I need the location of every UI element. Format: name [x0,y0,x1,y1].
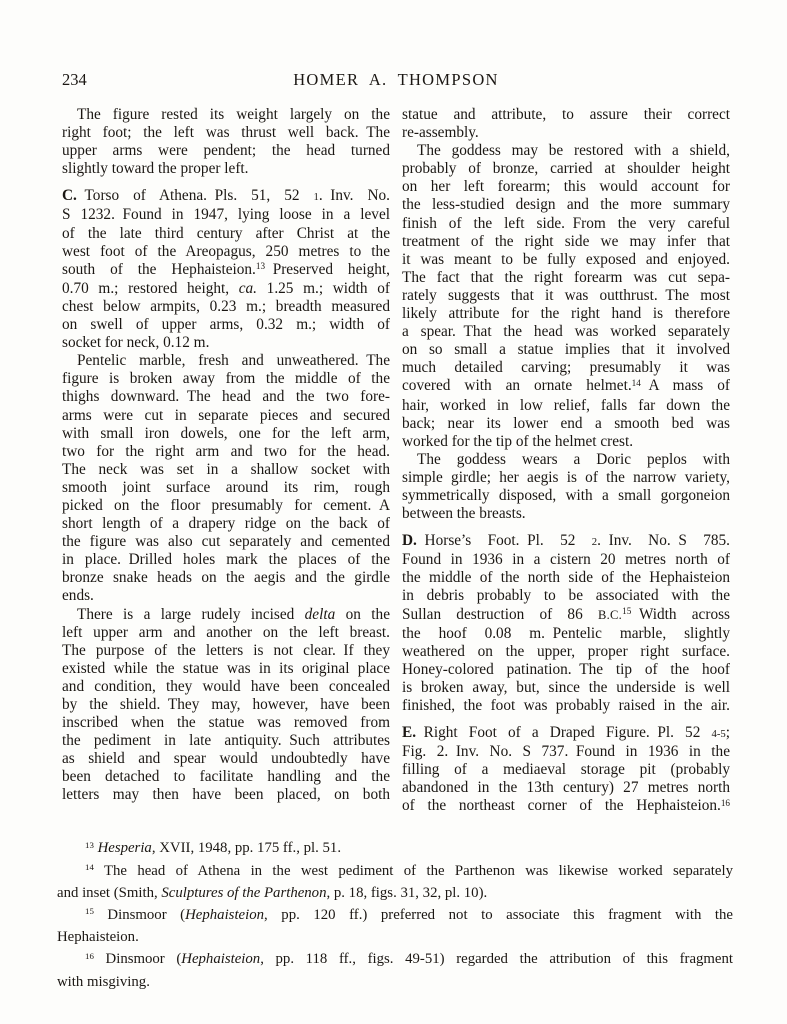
text-run: The head of Athena in the west pediment of the Parthenon was likewise worked separately [93,862,733,879]
text-run: much detailed carving; presumably it was [402,359,730,377]
text-line [402,587,730,605]
footnote [57,905,733,949]
text-run: hair, worked in low relief, falls far down the [402,396,730,414]
text-run: 13 [85,839,94,850]
text-line [62,551,390,569]
text-line [62,298,390,316]
footnotes [57,838,733,993]
text-run: upper arms were pendent; the head turned [62,142,390,160]
text-run: with misgiving. [57,973,150,990]
text-run: of the northeast corner of the Hephaisteion. [402,797,721,815]
text-line [62,124,390,142]
text-line [402,287,730,305]
text-run: is broken away, but, since the underside is well [402,678,730,696]
page-header [62,70,730,92]
text-run: worked for the tip of the helmet crest. [402,432,634,450]
text-run: smooth joint surface around its rim, rough [62,478,390,496]
text-run: finish of the left side. From the very careful [402,214,730,232]
left-column [62,106,390,817]
paragraph [402,451,730,523]
text-line [402,106,730,124]
text-line [402,797,730,816]
text-line [57,838,733,861]
text-run: the hoof 0.08 m. Pentelic marble, slightly [402,624,730,642]
text-line [402,305,730,323]
text-run: Dinsmoor ( [93,906,186,923]
text-run: short length of a drapery ridge on the back of [62,515,390,533]
text-line [402,625,730,643]
text-run: 14 [85,862,94,873]
text-line [402,743,730,761]
text-line [402,359,730,377]
running-head: HOMER A. THOMPSON [293,70,499,89]
text-line [62,587,390,605]
text-run: rately suggests that it was outthrust. The most [402,286,730,304]
text-line [402,451,730,469]
text-run: arms were cut in separate pieces and secured [62,406,390,424]
text-run: likely attribute for the right hand is therefore [402,305,730,323]
text-run: The goddess may be restored with a shield, [417,142,730,160]
text-line [62,352,390,370]
text-line [62,225,390,243]
footnote [57,949,733,993]
text-run: Horse’s Foot. Pl. 52 [416,532,592,550]
text-line [402,487,730,505]
text-run: by the shield. They may, however, have been [62,696,390,713]
text-run: 4-5 [711,728,726,741]
text-run: right foot; the left was thrust well back. The [62,124,390,142]
text-run: , pp. 120 ff.) preferred not to associate this fragment with the [264,906,733,923]
text-run: E. [402,724,417,742]
text-run: Fig. 2. Inv. No. S 737. Found in 1936 in the [402,743,730,761]
text-line [62,768,390,786]
text-run: Found in 1936 in a cistern 20 metres north of [402,551,730,569]
section-paragraph [62,187,390,352]
text-run: The fact that the right forearm was cut sepa- [402,268,730,286]
text-line [62,407,390,425]
text-run: simple girdle; her aegis is of the narrow variety, [402,468,730,486]
text-line [402,377,730,396]
text-run: . Inv. No. S 785. [597,532,730,550]
text-run: A mass of [640,377,730,395]
text-run: statue and attribute, to assure their correct [402,106,730,123]
text-line [402,160,730,178]
text-line [402,551,730,569]
paragraph [62,352,390,605]
text-run: delta [304,605,336,623]
text-line [402,251,730,269]
text-run: of the late third century after Christ at the [62,224,390,242]
paragraph [62,106,390,178]
text-line [402,532,730,551]
text-line [62,280,390,298]
text-run: it was meant to be fully exposed and enjoyed. [402,250,730,268]
text-run: C. [62,187,77,205]
text-line [402,178,730,196]
text-line [57,861,733,884]
text-line [402,679,730,697]
text-run: ends. [62,587,94,605]
text-run: inscribed when the statue was removed from [62,714,390,732]
text-line [402,323,730,341]
text-run: Hephaisteion. [57,929,139,946]
text-run: the pediment in late antiquity. Such attributes [62,732,390,750]
text-run: the middle of the north side of the Hephaisteion [402,569,730,587]
text-run: The figure rested its weight largely on the [77,106,390,123]
text-line [62,388,390,406]
text-line [402,761,730,779]
text-run: Right Foot of a Draped Figure. Pl. 52 [416,724,712,742]
text-line [62,479,390,497]
text-line [62,106,390,124]
text-line [402,433,730,451]
text-line [62,642,390,660]
text-line [57,949,733,972]
text-line [62,515,390,533]
text-run: and condition, they would have been concealed [62,677,390,695]
text-run: between the breasts. [402,505,526,523]
text-run: The neck was set in a shallow socket with [62,460,390,478]
text-line [62,732,390,750]
text-line [402,341,730,359]
text-line [62,316,390,334]
text-run: Dinsmoor ( [93,950,182,967]
text-run: symmetrically disposed, with a small gorgoneion [402,486,730,504]
text-line [402,697,730,715]
text-line [62,569,390,587]
text-line [62,187,390,206]
text-run: in place. Drilled holes mark the places of the [62,551,390,569]
text-line [402,505,730,523]
text-line [62,243,390,261]
text-run: on the [335,605,390,623]
text-run: finished, the foot was probably raised in the air. [402,697,730,714]
text-run: ca. [238,279,257,297]
text-run: Preserved height, [265,260,390,278]
text-line [62,370,390,388]
text-line [62,786,390,804]
section-paragraph [402,532,730,715]
text-line [62,624,390,642]
text-line [62,443,390,461]
text-run: Hephaisteion [185,906,265,923]
text-run: south of the Hephaisteion. [62,260,256,278]
text-run: existed while the statue was in its original place [62,659,390,677]
text-run: D. [402,532,417,550]
text-line [402,196,730,214]
text-run: 0.70 m.; restored height, [62,279,239,297]
text-run: a spear. That the head was worked separately [402,323,730,341]
text-run: in debris probably to be associated with the [402,587,730,605]
text-run: with small iron dowels, one for the left arm, [62,424,390,442]
text-line [402,643,730,661]
text-run: covered with an ornate helmet. [402,377,632,395]
text-run: ; [725,724,730,742]
text-run: The purpose of the letters is not clear. If they [62,641,390,659]
text-line [402,569,730,587]
text-run: letters may then have been placed, on both [62,786,390,804]
text-run: . Inv. No. [318,187,390,205]
text-run: chest below armpits, 0.23 m.; breadth measured [62,297,390,315]
text-run: left upper arm and another on the left breast. [62,623,390,641]
text-run: thighs downward. The head and the two fore- [62,388,390,406]
text-run: Width across [631,605,731,623]
text-run: , p. 18, figs. 31, 32, pl. 10). [326,885,488,902]
text-line [62,160,390,178]
text-line [62,714,390,732]
text-line [402,469,730,487]
text-run: two for the right arm and two for the head. [62,442,390,460]
text-run: slightly toward the proper left. [62,160,249,178]
text-run: S 1232. Found in 1947, lying loose in a level [62,206,390,224]
text-run: as shield and spear would undoubtedly have [62,750,390,768]
text-run: 15 [85,906,94,917]
text-line [62,206,390,224]
text-line [62,425,390,443]
text-line [402,724,730,743]
text-run: socket for neck, 0.12 m. [62,334,210,352]
text-run: Sullan destruction of 86 [402,605,598,623]
text-run: probably of bronze, carried at shoulder height [402,160,730,178]
text-run: back; near its lower end a smooth bed was [402,414,730,432]
text-line [62,696,390,714]
footnote [57,861,733,905]
text-line [402,269,730,287]
text-run: picked on the floor presumably for cement. A [62,496,390,514]
text-line [402,124,730,142]
text-line [57,972,733,994]
text-line [62,497,390,515]
right-column [402,106,730,817]
text-line [402,233,730,251]
paragraph [62,606,390,805]
text-line [62,461,390,479]
text-run: filling of a mediaeval storage pit (probably [402,761,730,779]
text-line [62,660,390,678]
page-number: 234 [62,70,87,89]
text-run: 14 [631,377,641,388]
text-run: , pp. 118 ff., figs. 49-51) regarded the attribution of this fragment [260,950,734,967]
text-run: Sculptures of the Parthenon [161,885,327,902]
text-line [62,606,390,624]
text-run: Pentelic marble, fresh and unweathered. The [77,352,390,370]
main-text [62,106,730,817]
text-line [62,678,390,696]
text-run: on her left forearm; this would account for [402,178,730,196]
text-run: Hephaisteion [181,950,261,967]
text-line [402,606,730,625]
text-run: 16 [720,797,730,808]
text-run: bronze snake heads on the aegis and the girdle [62,569,390,587]
text-line [402,779,730,797]
text-line [62,750,390,768]
paragraph [402,142,730,451]
text-run: weathered on the upper, proper right surface. [402,642,730,660]
text-run: Honey-colored patination. The tip of the hoof [402,660,730,678]
text-run: The goddess wears a Doric peplos with [417,450,730,468]
text-run: Torso of Athena. Pls. 51, 52 [76,187,314,205]
text-line [62,533,390,551]
text-run: and inset (Smith, [57,885,162,902]
text-run: Hesperia [97,840,152,856]
text-line [402,142,730,160]
text-run: 16 [85,950,94,961]
text-run: B.C. [597,607,623,622]
footnote [57,838,733,861]
text-line [57,927,733,949]
text-run: , XVII, 1948, pp. 175 ff., pl. 51. [151,840,342,856]
section-paragraph [402,724,730,816]
text-run: on so small a statue implies that it involved [402,341,730,359]
text-run: 13 [255,261,266,272]
text-run: been detached to facilitate handling and the [62,768,390,786]
text-run: 1.25 m.; width of [257,279,390,297]
text-line [402,215,730,233]
text-run: on swell of upper arms, 0.32 m.; width of [62,316,390,334]
text-line [62,334,390,352]
text-line [402,415,730,433]
text-run: 2 [591,536,598,549]
text-run: treatment of the right side we may infer that [402,232,730,250]
text-line [62,261,390,280]
text-line [57,905,733,928]
text-line [62,142,390,160]
text-run: the figure was also cut separately and cemented [62,533,390,551]
text-run: the less-studied design and the more summary [402,196,730,214]
text-run: There is a large rudely incised [77,605,305,623]
text-run: re-assembly. [402,124,479,142]
text-line [57,883,733,905]
paragraph [402,106,730,142]
text-run: figure is broken away from the middle of the [62,370,390,388]
text-run: 15 [622,605,632,616]
text-run: 1 [313,191,319,204]
text-run: west foot of the Areopagus, 250 metres to the [62,242,390,260]
text-line [402,397,730,415]
text-line [402,661,730,679]
text-run: abandoned in the 13th century) 27 metres north [402,779,730,797]
